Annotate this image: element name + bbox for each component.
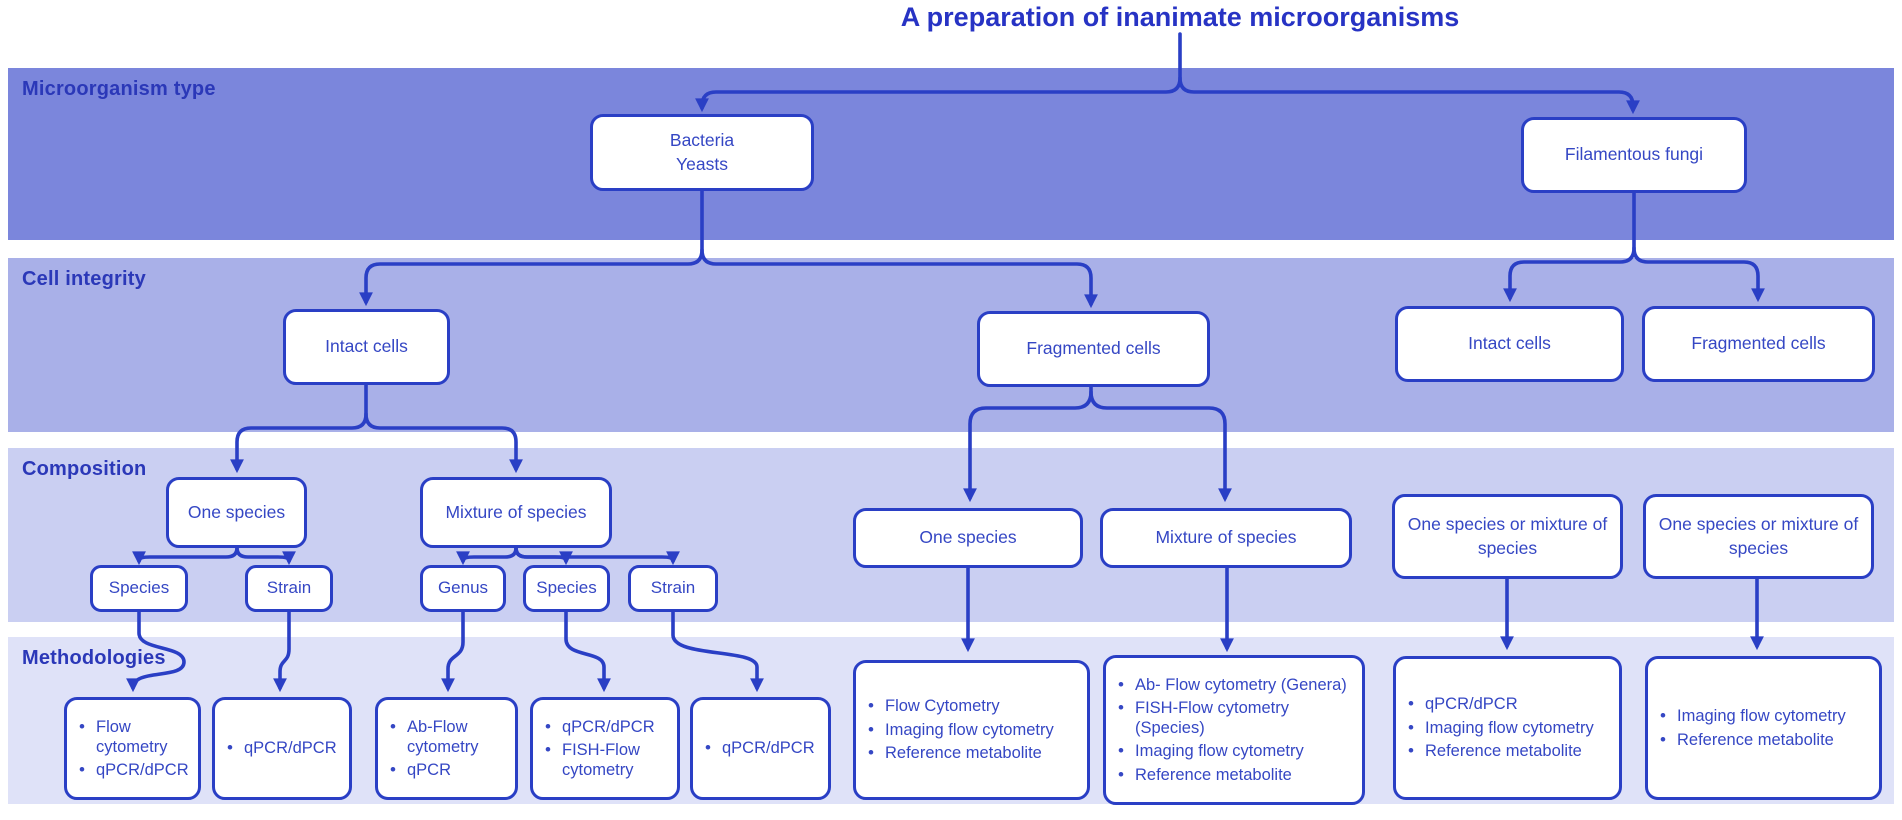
method-label: Imaging flow cytometry (1677, 707, 1846, 726)
method-label: qPCR/dPCR (244, 739, 337, 758)
node-bacteria-line: Bacteria (669, 129, 735, 150)
method-item (545, 717, 663, 737)
node-label: Genus (437, 578, 489, 598)
node-label: Intact cells (325, 336, 408, 357)
method-item (1118, 675, 1348, 695)
method-item (1660, 730, 1865, 750)
method-label: qPCR/dPCR (562, 717, 655, 736)
method-label: Flow cytometry (96, 717, 168, 756)
method-item (545, 740, 663, 780)
node-mixture-of-species-fragmented (1100, 508, 1352, 568)
bullet-icon (1408, 694, 1425, 714)
method-item (227, 738, 335, 758)
bullet-icon (545, 717, 562, 737)
bullet-icon (1660, 730, 1677, 750)
method-label: FISH-Flow cytometry (Species) (1135, 699, 1290, 738)
node-fragmented-cells-fungi (1642, 306, 1875, 382)
node-label: One species or mixture of species (1658, 513, 1859, 558)
method-item (79, 760, 189, 780)
methods-box-strain-mix (690, 697, 831, 800)
bullet-icon (868, 720, 885, 740)
node-label: Fragmented cells (1026, 338, 1161, 359)
bullet-icon (1408, 741, 1425, 761)
bullet-icon (79, 717, 96, 737)
method-label: Reference metabolite (1677, 730, 1834, 749)
methods-box-strain-single (212, 697, 352, 800)
method-item (1118, 765, 1348, 785)
method-label: Imaging flow cytometry (1135, 742, 1304, 761)
band-label-cell-integrity: Cell integrity (22, 268, 146, 290)
method-label: FISH-Flow cytometry (562, 741, 640, 780)
method-item (868, 696, 1063, 716)
method-label: qPCR/dPCR (1425, 695, 1518, 714)
node-label: Filamentous fungi (1564, 144, 1704, 165)
method-label: Flow Cytometry (885, 697, 1000, 716)
method-label: Reference metabolite (1425, 742, 1582, 761)
bullet-icon (79, 760, 96, 780)
method-item (1408, 694, 1595, 714)
node-label: Strain (650, 578, 696, 598)
bullet-icon (1118, 698, 1135, 718)
bullet-icon (227, 738, 244, 758)
node-intact-cells-fungi (1395, 306, 1624, 382)
method-label: qPCR (407, 760, 452, 779)
methods-box-one-species-fragmented (853, 660, 1090, 800)
methods-box-fungi-intact (1393, 656, 1622, 800)
node-one-or-mixture-fragmented-fungi (1643, 494, 1874, 579)
node-strain-single (245, 565, 333, 612)
bullet-icon (705, 738, 722, 758)
method-label: Imaging flow cytometry (885, 720, 1054, 739)
node-label: Mixture of species (1155, 527, 1297, 548)
methods-box-species-single (64, 697, 201, 800)
node-label: Strain (266, 578, 312, 598)
node-label: One species or mixture of species (1407, 513, 1608, 558)
method-label: Imaging flow cytometry (1425, 718, 1594, 737)
diagram-title: A preparation of inanimate microorganisms (900, 2, 1460, 32)
methods-box-fungi-fragmented (1645, 656, 1882, 800)
node-label: Species (108, 578, 170, 598)
methods-box-mixture-fragmented (1103, 655, 1365, 805)
node-intact-cells-bacteria (283, 309, 450, 385)
bullet-icon (1660, 706, 1677, 726)
method-item (390, 717, 501, 757)
node-mixture-of-species (420, 477, 612, 548)
bullet-icon (390, 760, 407, 780)
bullet-icon (1118, 675, 1135, 695)
node-label: Fragmented cells (1691, 333, 1826, 354)
node-label: Intact cells (1468, 333, 1551, 354)
methods-box-species-mix (530, 697, 680, 800)
node-one-species (166, 477, 307, 548)
bullet-icon (390, 717, 407, 737)
bullet-icon (1118, 741, 1135, 761)
band-label-microorganism-type: Microorganism type (22, 78, 216, 100)
method-item (1408, 718, 1595, 738)
node-strain-mix (628, 565, 718, 612)
bullet-icon (1118, 765, 1135, 785)
node-species-mix (523, 565, 610, 612)
node-one-or-mixture-intact-fungi (1392, 494, 1623, 579)
method-label: Ab- Flow cytometry (Genera) (1135, 675, 1347, 694)
node-label: Species (536, 578, 597, 598)
method-item (705, 738, 814, 758)
method-item (1118, 698, 1348, 738)
node-label: One species (919, 527, 1017, 548)
node-label: One species (187, 501, 286, 522)
method-item (1660, 706, 1865, 726)
method-item (1408, 741, 1595, 761)
node-genus-mix (420, 565, 506, 612)
node-yeasts-line: Yeasts (676, 153, 728, 174)
node-species-single (90, 565, 188, 612)
bullet-icon (868, 696, 885, 716)
method-item (1118, 741, 1348, 761)
bullet-icon (545, 740, 562, 760)
method-label: Reference metabolite (885, 744, 1042, 763)
node-filamentous-fungi (1521, 117, 1747, 193)
method-label: Reference metabolite (1135, 765, 1292, 784)
bullet-icon (1408, 718, 1425, 738)
node-bacteria-yeasts (590, 114, 814, 191)
node-label: Mixture of species (445, 501, 587, 522)
band-label-composition: Composition (22, 458, 147, 480)
method-label: Ab-Flow cytometry (407, 717, 479, 756)
method-item (868, 720, 1063, 740)
methods-box-genus-mix (375, 697, 518, 800)
node-fragmented-cells-bacteria (977, 311, 1210, 387)
method-label: qPCR/dPCR (96, 760, 189, 779)
method-item (79, 717, 184, 757)
method-item (868, 743, 1063, 763)
bullet-icon (868, 743, 885, 763)
node-one-species-fragmented (853, 508, 1083, 568)
band-label-methodologies: Methodologies (22, 647, 166, 669)
method-label: qPCR/dPCR (722, 739, 815, 758)
method-item (390, 760, 501, 780)
